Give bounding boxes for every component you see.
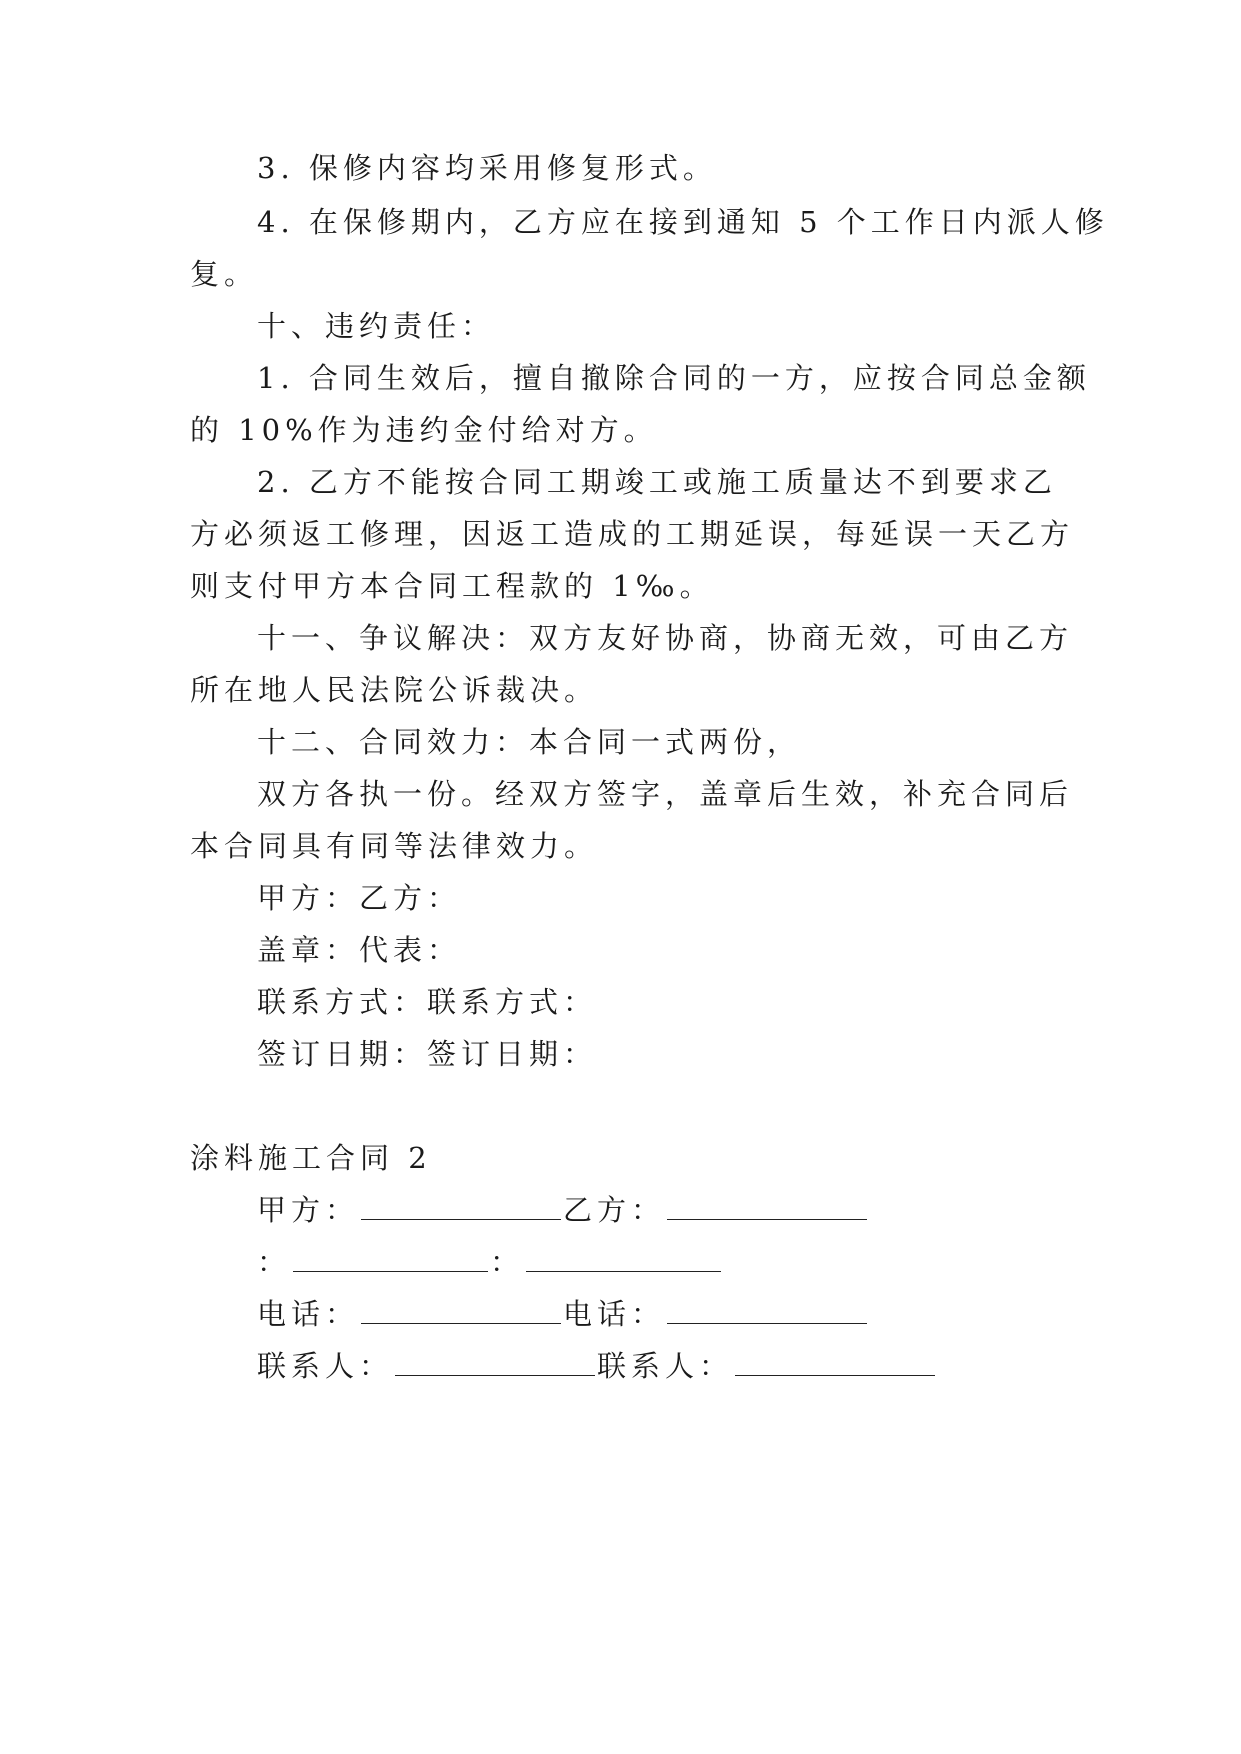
validity-text-line1: 双方各执一份。经双方签字，盖章后生效，补充合同后 <box>257 777 1074 811</box>
signature-seal: 盖章：代表： <box>257 933 462 967</box>
section-dispute-line2: 所在地人民法院公诉裁决。 <box>190 673 599 707</box>
contact-a-label: 联系人： <box>257 1349 394 1383</box>
unlabeled-right-blank <box>526 1245 721 1272</box>
form-row-phone <box>257 1294 869 1334</box>
clause-warranty-4-line1: 4. 在保修期内，乙方应在接到通知 5 个工作日内派人修 <box>257 205 1109 239</box>
phone-a-blank <box>361 1297 561 1324</box>
clause-warranty-3: 3. 保修内容均采用修复形式。 <box>257 151 717 185</box>
contact-b-label: 联系人： <box>597 1349 734 1383</box>
validity-text-line2: 本合同具有同等法律效力。 <box>190 829 599 863</box>
party-b-label: 乙方： <box>563 1193 666 1227</box>
form-row-unlabeled <box>257 1242 723 1282</box>
section2-title: 涂料施工合同 2 <box>190 1141 432 1175</box>
unlabeled-right-label: ： <box>490 1245 525 1279</box>
section-dispute-line1: 十一、争议解决：双方友好协商，协商无效，可由乙方 <box>257 621 1074 655</box>
clause-breach-2-line1: 2. 乙方不能按合同工期竣工或施工质量达不到要求乙 <box>257 465 1057 499</box>
clause-breach-1-line2: 的 10%作为违约金付给对方。 <box>190 413 658 447</box>
party-b-blank <box>667 1193 867 1220</box>
clause-breach-1-line1: 1. 合同生效后，擅自撤除合同的一方，应按合同总金额 <box>257 361 1091 395</box>
unlabeled-left-label: ： <box>257 1245 292 1279</box>
clause-breach-2-line3: 则支付甲方本合同工程款的 1‰。 <box>190 569 714 603</box>
section-heading-breach: 十、违约责任： <box>257 309 496 343</box>
contact-b-blank <box>735 1349 935 1376</box>
party-a-label: 甲方： <box>257 1193 360 1227</box>
form-row-parties <box>257 1190 869 1230</box>
unlabeled-left-blank <box>293 1245 488 1272</box>
signature-parties: 甲方：乙方： <box>257 881 462 915</box>
signature-date: 签订日期：签订日期： <box>257 1037 598 1071</box>
party-a-blank <box>361 1193 561 1220</box>
contact-a-blank <box>395 1349 595 1376</box>
phone-a-label: 电话： <box>257 1297 360 1331</box>
clause-warranty-4-line2: 复。 <box>190 257 259 291</box>
clause-breach-2-line2: 方必须返工修理，因返工造成的工期延误，每延误一天乙方 <box>190 517 1075 551</box>
phone-b-blank <box>667 1297 867 1324</box>
section-validity: 十二、合同效力：本合同一式两份， <box>257 725 802 759</box>
signature-contact: 联系方式：联系方式： <box>257 985 598 1019</box>
form-row-contact <box>257 1346 937 1386</box>
phone-b-label: 电话： <box>563 1297 666 1331</box>
